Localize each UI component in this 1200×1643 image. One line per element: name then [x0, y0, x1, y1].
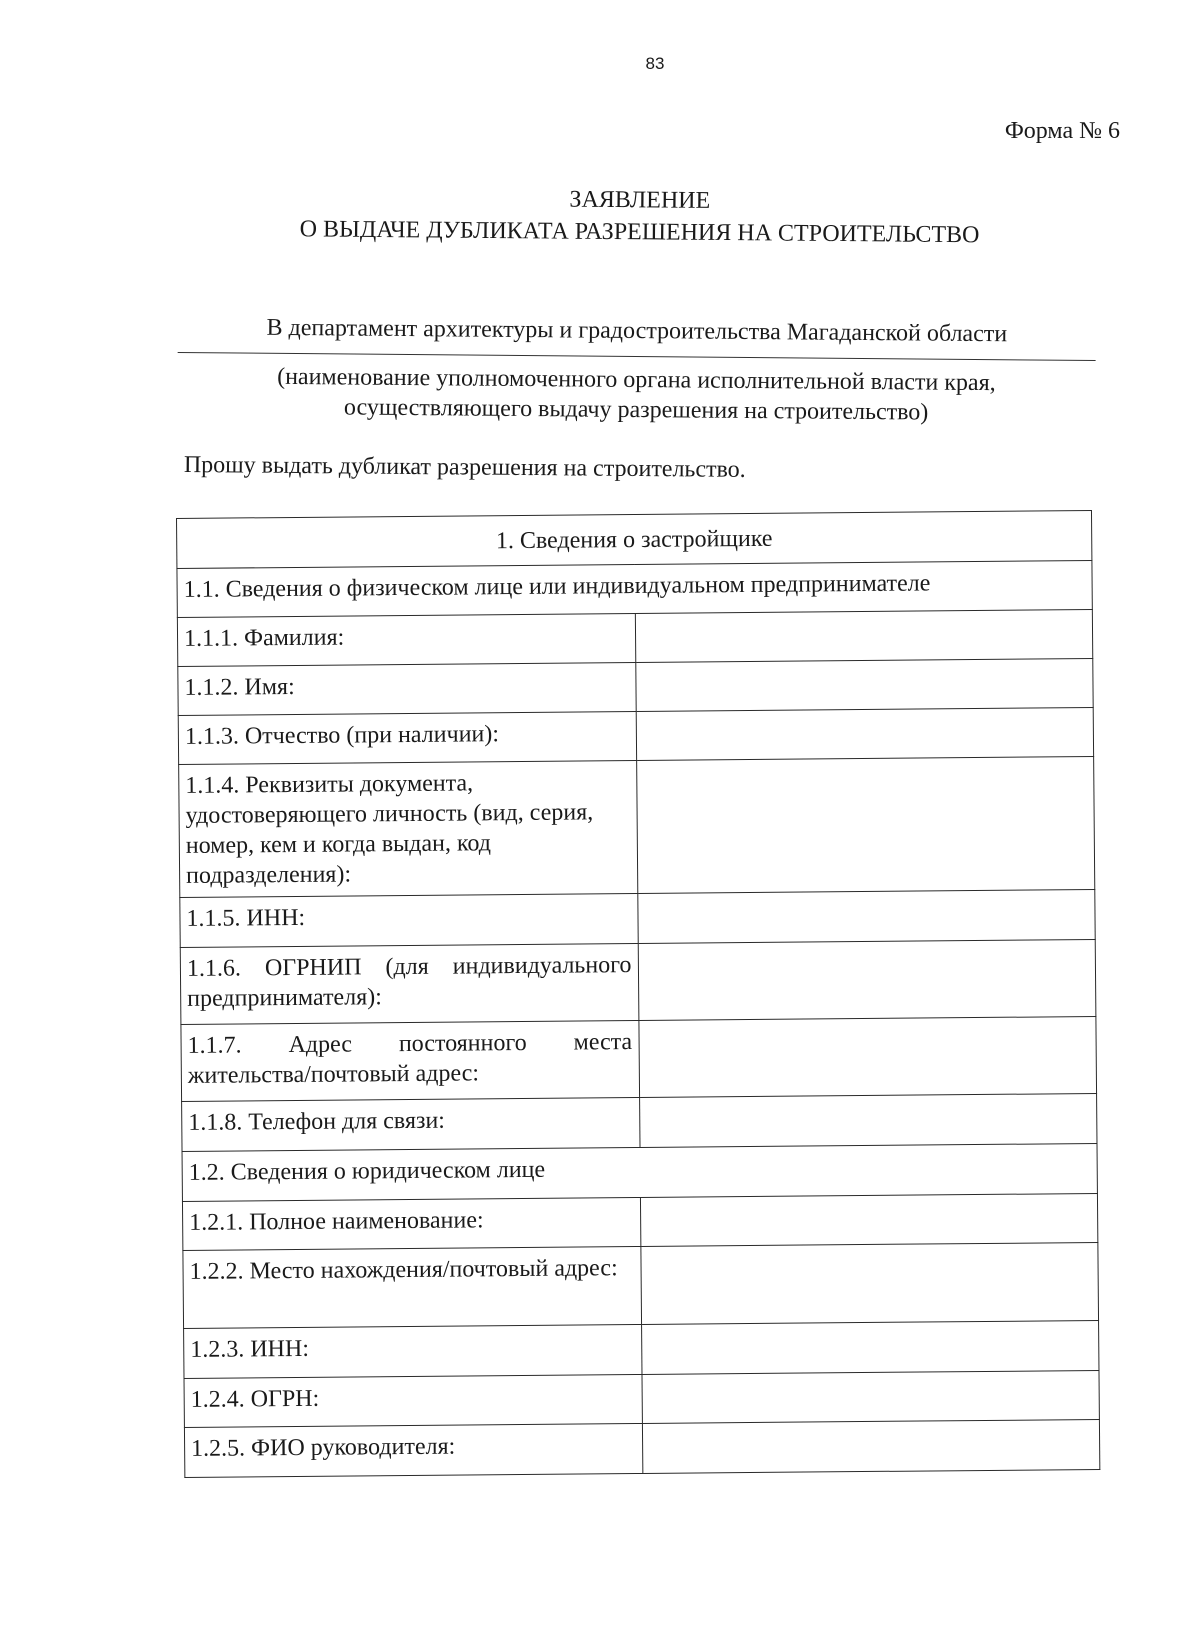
table-row: [178, 708, 1093, 765]
table-row: [180, 889, 1095, 947]
section-header: 1. Сведения о застройщике: [177, 511, 1092, 569]
table-row: [178, 659, 1093, 716]
table-row: [177, 511, 1092, 569]
field-value-ogrn[interactable]: [641, 1370, 1099, 1423]
field-label-phone: 1.1.8. Телефон для связи:: [182, 1097, 640, 1151]
table-row: [182, 1193, 1097, 1250]
title-line-1: ЗАЯВЛЕНИЕ: [569, 186, 711, 214]
table-row: [182, 1143, 1097, 1201]
field-label-id-document: 1.1.4. Реквизиты документа, удостоверяющего личность (вид, серия, номер, кем и когда выдан, код подразделения):: [179, 760, 638, 897]
field-label-surname: 1.1.1. Фамилия:: [177, 613, 635, 666]
field-label-ogrn: 1.2.4. ОГРН:: [184, 1374, 642, 1427]
field-label-name: 1.1.2. Имя:: [178, 662, 636, 715]
field-label-address: 1.1.7. Адрес постоянного места жительства/почтовый адрес:: [181, 1020, 639, 1101]
applicant-table: [176, 510, 1100, 1478]
table-row: [183, 1242, 1099, 1328]
recipient-hint-line-1: (наименование уполномоченного органа исполнительной власти края,: [277, 363, 996, 397]
field-value-address[interactable]: [638, 1016, 1096, 1097]
field-label-location: 1.2.2. Место нахождения/почтовый адрес:: [183, 1246, 641, 1328]
table-row: [184, 1370, 1099, 1427]
field-value-legal-inn[interactable]: [641, 1320, 1099, 1374]
title-line-2: О ВЫДАЧЕ ДУБЛИКАТА РАЗРЕШЕНИЯ НА СТРОИТЕЛЬСТВО: [299, 216, 980, 249]
form-number: Форма № 6: [1004, 118, 1120, 144]
table-row: [184, 1419, 1099, 1477]
page-number: 83: [645, 54, 665, 73]
recipient-hint-line-2: осуществляющего выдачу разрешения на строительство): [343, 394, 929, 426]
recipient-block: [177, 312, 1096, 429]
field-value-surname[interactable]: [635, 610, 1093, 663]
table-row: [177, 610, 1092, 667]
field-value-ogrnip[interactable]: [638, 939, 1096, 1020]
field-label-full-name: 1.2.1. Полное наименование:: [182, 1197, 640, 1250]
recipient-hint: [177, 361, 1095, 429]
document-title: [149, 180, 1130, 253]
field-value-director[interactable]: [642, 1419, 1100, 1473]
field-value-name[interactable]: [635, 659, 1093, 712]
table-row: [180, 939, 1096, 1024]
legal-section-header: 1.2. Сведения о юридическом лице: [182, 1143, 1097, 1201]
field-value-id-document[interactable]: [636, 757, 1095, 894]
field-label-inn: 1.1.5. ИНН:: [180, 893, 638, 947]
field-label-legal-inn: 1.2.3. ИНН:: [184, 1324, 642, 1378]
field-value-phone[interactable]: [639, 1093, 1097, 1147]
table-row: [182, 1093, 1097, 1151]
table-row: [179, 757, 1095, 898]
field-label-patronymic: 1.1.3. Отчество (при наличии):: [178, 711, 636, 764]
individual-section-header: 1.1. Сведения о физическом лице или индивидуальном предпринимателе: [177, 561, 1092, 618]
field-label-ogrnip: 1.1.6. ОГРНИП (для индивидуального предпринимателя):: [180, 943, 638, 1024]
table-row: [181, 1016, 1097, 1101]
field-value-full-name[interactable]: [640, 1193, 1098, 1246]
recipient-field[interactable]: В департамент архитектуры и градостроительства Магаданской области: [178, 312, 1096, 361]
table-row: [184, 1320, 1099, 1378]
field-value-patronymic[interactable]: [636, 708, 1094, 761]
applicant-table-wrap: [176, 510, 1100, 1478]
field-value-inn[interactable]: [637, 889, 1095, 943]
request-text: Прошу выдать дубликат разрешения на строительство.: [183, 452, 746, 483]
field-value-location[interactable]: [640, 1242, 1098, 1324]
field-label-director: 1.2.5. ФИО руководителя:: [184, 1423, 642, 1477]
table-row: [177, 561, 1092, 618]
